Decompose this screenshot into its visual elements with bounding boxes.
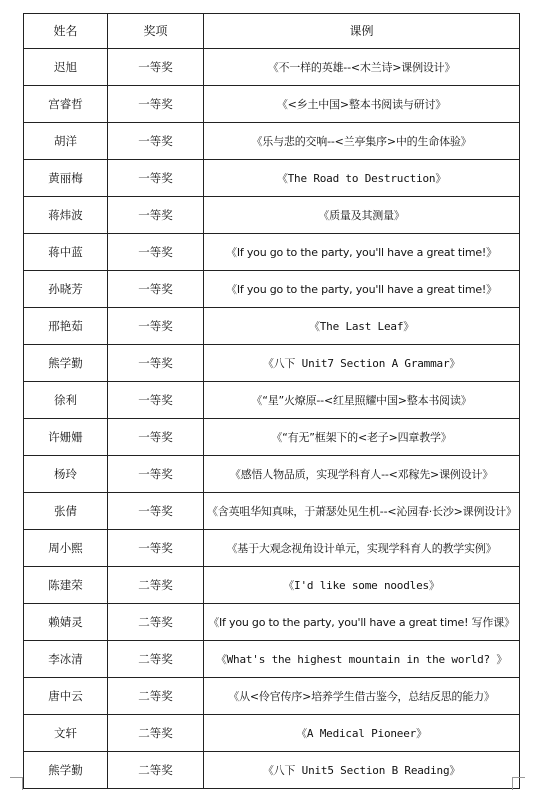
cell-name: 许姗姗: [24, 419, 108, 456]
cell-name: 迟旭: [24, 49, 108, 86]
cell-award: 一等奖: [108, 456, 204, 493]
cell-award: 一等奖: [108, 308, 204, 345]
table-row: [24, 715, 520, 752]
cell-name: 孙晓芳: [24, 271, 108, 308]
cell-name: 周小熙: [24, 530, 108, 567]
cell-course: 《质量及其测量》: [204, 197, 520, 234]
cell-name: 蒋炜波: [24, 197, 108, 234]
table-body: [24, 49, 520, 789]
cell-course: 《不一样的英雄--<木兰诗>课例设计》: [204, 49, 520, 86]
cell-course: 《If you go to the party, you'll have a great time!》: [204, 234, 520, 271]
cell-name: 熊学勤: [24, 752, 108, 789]
table-row: [24, 160, 520, 197]
header-name: 姓名: [24, 14, 108, 49]
cell-award: 二等奖: [108, 678, 204, 715]
awards-table: [23, 13, 520, 789]
cell-course: 《八下 Unit7 Section A Grammar》: [204, 345, 520, 382]
cell-award: 一等奖: [108, 271, 204, 308]
cell-course: 《I'd like some noodles》: [204, 567, 520, 604]
cell-course: 《感悟人物品质，实现学科育人--<邓稼先>课例设计》: [204, 456, 520, 493]
header-course: 课例: [204, 14, 520, 49]
cell-course: 《“星”火燎原--<红星照耀中国>整本书阅读》: [204, 382, 520, 419]
cell-course: 《If you go to the party, you'll have a great time! 写作课》: [204, 604, 520, 641]
table-row: [24, 567, 520, 604]
table-row: [24, 382, 520, 419]
cell-award: 二等奖: [108, 641, 204, 678]
cell-course: 《<乡土中国>整本书阅读与研讨》: [204, 86, 520, 123]
page-corner-mark-left: [10, 777, 23, 790]
cell-name: 文轩: [24, 715, 108, 752]
table-row: [24, 678, 520, 715]
table-row: [24, 530, 520, 567]
header-row: [24, 14, 520, 49]
cell-award: 一等奖: [108, 86, 204, 123]
cell-award: 二等奖: [108, 604, 204, 641]
table-row: [24, 123, 520, 160]
cell-award: 一等奖: [108, 382, 204, 419]
cell-course: 《乐与悲的交响--<兰亭集序>中的生命体验》: [204, 123, 520, 160]
table-row: [24, 308, 520, 345]
header-award: 奖项: [108, 14, 204, 49]
page-corner-mark-right: [512, 777, 525, 790]
cell-name: 徐利: [24, 382, 108, 419]
cell-name: 唐中云: [24, 678, 108, 715]
cell-course: 《A Medical Pioneer》: [204, 715, 520, 752]
cell-course: 《“有无”框架下的<老子>四章教学》: [204, 419, 520, 456]
cell-award: 一等奖: [108, 234, 204, 271]
cell-name: 赖婧灵: [24, 604, 108, 641]
cell-name: 陈建荣: [24, 567, 108, 604]
cell-name: 熊学勤: [24, 345, 108, 382]
cell-course: 《八下 Unit5 Section B Reading》: [204, 752, 520, 789]
cell-course: 《从<伶官传序>培养学生借古鉴今，总结反思的能力》: [204, 678, 520, 715]
cell-award: 一等奖: [108, 345, 204, 382]
cell-award: 一等奖: [108, 123, 204, 160]
cell-award: 二等奖: [108, 752, 204, 789]
cell-name: 蒋中蓝: [24, 234, 108, 271]
cell-course: 《基于大观念视角设计单元，实现学科育人的教学实例》: [204, 530, 520, 567]
table-row: [24, 86, 520, 123]
table-row: [24, 345, 520, 382]
cell-name: 邢艳茹: [24, 308, 108, 345]
cell-award: 一等奖: [108, 493, 204, 530]
table-row: [24, 49, 520, 86]
table-row: [24, 456, 520, 493]
table-row: [24, 419, 520, 456]
cell-name: 李冰清: [24, 641, 108, 678]
cell-course: 《If you go to the party, you'll have a great time!》: [204, 271, 520, 308]
cell-award: 一等奖: [108, 49, 204, 86]
table-row: [24, 271, 520, 308]
cell-award: 二等奖: [108, 567, 204, 604]
table-row: [24, 493, 520, 530]
table-row: [24, 641, 520, 678]
cell-name: 黄丽梅: [24, 160, 108, 197]
cell-award: 二等奖: [108, 715, 204, 752]
cell-course: 《What's the highest mountain in the world? 》: [204, 641, 520, 678]
cell-course: 《含英咀华知真味，于萧瑟处见生机--<沁园春·长沙>课例设计》: [204, 493, 520, 530]
cell-name: 宫睿哲: [24, 86, 108, 123]
table-row: [24, 604, 520, 641]
cell-award: 一等奖: [108, 419, 204, 456]
cell-award: 一等奖: [108, 160, 204, 197]
table-row: [24, 234, 520, 271]
table-row: [24, 197, 520, 234]
cell-award: 一等奖: [108, 197, 204, 234]
cell-name: 张倩: [24, 493, 108, 530]
cell-award: 一等奖: [108, 530, 204, 567]
cell-name: 胡洋: [24, 123, 108, 160]
table-header: [24, 14, 520, 49]
table-row: [24, 752, 520, 789]
cell-course: 《The Road to Destruction》: [204, 160, 520, 197]
cell-name: 杨玲: [24, 456, 108, 493]
cell-course: 《The Last Leaf》: [204, 308, 520, 345]
